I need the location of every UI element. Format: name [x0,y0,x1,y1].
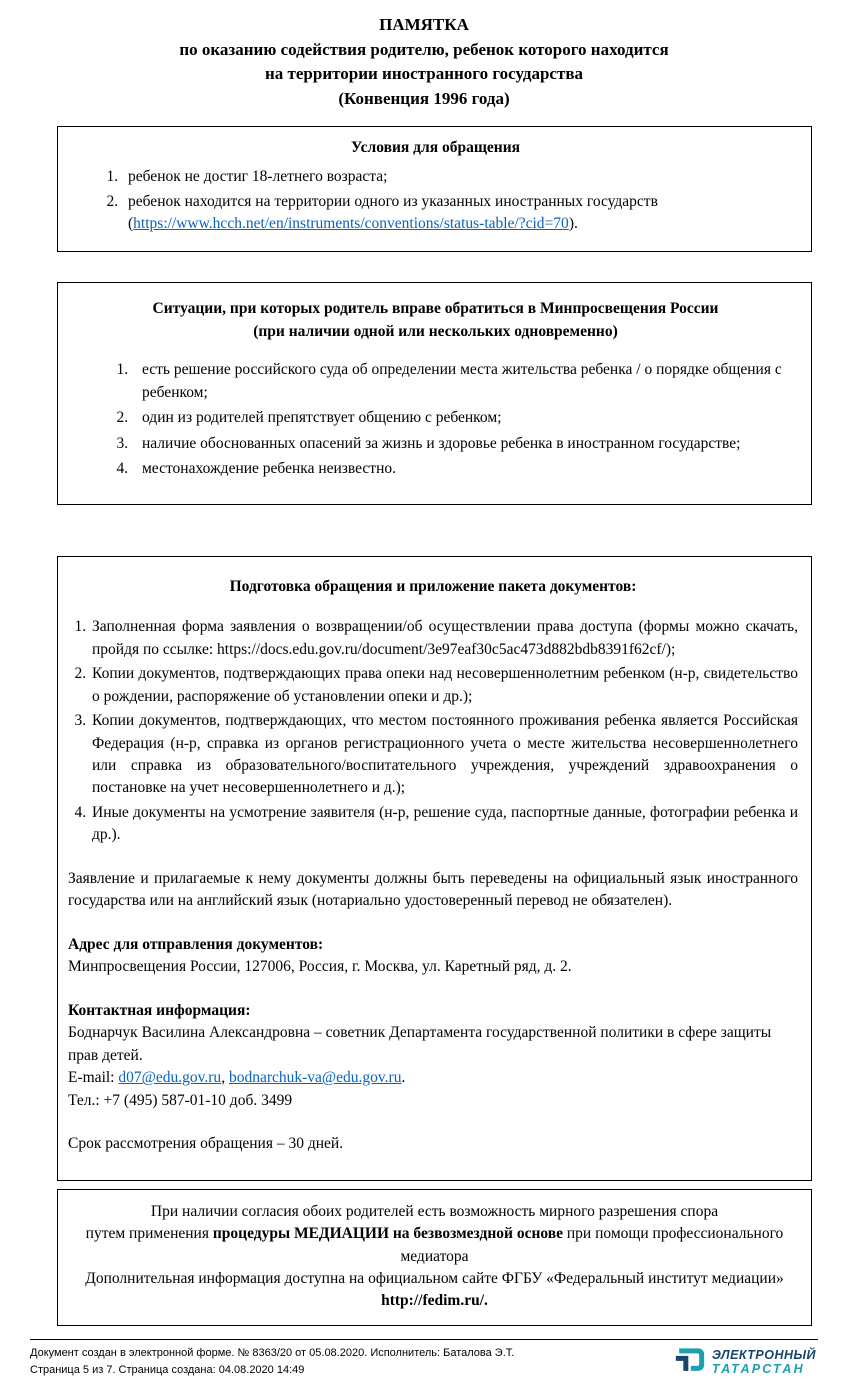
mediation-line-1: При наличии согласия обоих родителей есть возможность мирного разрешения спора [150,1202,719,1220]
situation-item: 3. наличие обоснованных опасений за жизнь и здоровье ребенка в иностранном государстве; [132,433,795,455]
title-line-2: по оказанию содействия родителю, ребенок которого находится [179,39,669,59]
mediation-box [57,1189,812,1326]
conditions-list [76,166,795,235]
email-line [68,1067,798,1089]
footer-line-1: Документ создан в электронной форме. № 8363/20 от 05.08.2020. Исполнитель: Баталова Э.Т. [30,1346,515,1359]
review-period: Срок рассмотрения обращения – 30 дней. [68,1135,344,1153]
situation-item: 2. один из родителей препятствует общению с ребенком; [132,407,795,429]
conditions-box [57,126,812,253]
document-item: 4. Иные документы на усмотрение заявителя (н-р, решение суда, паспортные данные, фотографии ребенка и др.). [90,802,798,847]
fedim-link[interactable]: http://fedim.ru/. [381,1292,488,1310]
document-item: 1. Заполненная форма заявления о возвращении/об осуществлении права доступа (формы можно скачать, пройдя по ссылке: https://docs.edu.gov.ru/document/3e97eaf30c5ac473d882bdb8391f62cf/); [90,616,798,661]
phone-line: Тел.: +7 (495) 587-01-10 доб. 3499 [68,1091,293,1109]
mediation-bold-text: процедуры МЕДИАЦИИ на безвозмездной основе [212,1225,564,1243]
mediation-line-3: Дополнительная информация доступна на официальном сайте ФГБУ «Федеральный институт медиации» [85,1269,784,1287]
address-heading: Адрес для отправления документов: [68,935,324,953]
condition-item-1: 1. ребенок не достиг 18-летнего возраста; [122,166,795,188]
conditions-heading: Условия для обращения [350,138,521,156]
condition-item-2 [122,191,795,236]
documents-heading: Подготовка обращения и приложение пакета документов: [229,577,637,595]
title-line-3: на территории иностранного государства [264,64,584,84]
email-separator: , [221,1069,229,1087]
situations-box [57,282,812,504]
title-line-1: ПАМЯТКА [379,15,469,34]
hcch-status-table-link[interactable]: https://www.hcch.net/en/instruments/conventions/status-table/?cid=70 [133,214,569,232]
footer-meta [30,1345,514,1379]
situations-list [76,359,795,480]
mediation-line-2-prefix: путем применения [85,1225,213,1243]
documents-list [68,616,798,847]
mediation-line-2-suffix: при помощи профессионального медиатора [400,1225,784,1265]
logo-text-line-1: ЭЛЕКТРОННЫЙ [711,1348,816,1363]
situations-heading-line-1: Ситуации, при которых родитель вправе обратиться в Минпросвещения России [152,300,719,318]
mediation-line-2 [82,1223,787,1268]
tatarstan-logo [675,1347,818,1379]
title-line-4: (Конвенция 1996 года) [338,88,510,108]
logo-text [712,1349,816,1377]
logo-text-line-2: ТАТАРСТАН [711,1361,805,1376]
address-line: Минпросвещения России, 127006, Россия, г. Москва, ул. Каретный ряд, д. 2. [68,958,572,976]
footer [30,1339,818,1379]
document-item: 3. Копии документов, подтверждающих, что местом постоянного проживания ребенка является Российская Федерация (н-р, справка из органов регистрационного учета о месте жительства несовершеннолетнего или справка из образовательного/воспитательного учреждения, учреждений здравоохранения о постановке на учет несовершеннолетнего и д.); [90,710,798,800]
email-period: . [401,1069,406,1087]
contact-person: Боднарчук Василина Александровна – советник Департамента государственной политики в сфере защиты прав детей. [68,1024,772,1064]
footer-line-2: Страница 5 из 7. Страница создана: 04.08.2020 14:49 [30,1363,305,1376]
situation-item: 1. есть решение российского суда об определении места жительства ребенка / о порядке общения с ребенком; [132,359,795,404]
translation-note: Заявление и прилагаемые к нему документы должны быть переведены на официальный язык иностранного государства или на английский язык (нотариально удостоверенный перевод не обязателен). [68,869,798,910]
situations-heading-line-2: (при наличии одной или нескольких одновременно) [253,322,618,340]
documents-box [57,556,812,1181]
doc-title-block [0,13,848,112]
tatarstan-logo-icon [675,1347,705,1379]
situations-heading [76,298,795,343]
condition-item-2-text: ребенок находится на территории одного из указанных иностранных государств ( [128,192,658,232]
email-label: E-mail: [68,1069,119,1087]
situation-item: 4. местонахождение ребенка неизвестно. [132,458,795,480]
contact-heading: Контактная информация: [68,1001,251,1019]
document-item: 2. Копии документов, подтверждающих права опеки над несовершеннолетним ребенком (н-р, свидетельство о рождении, распоряжение об установлении опеки и др.); [90,663,798,708]
email-link-2[interactable]: bodnarchuk-va@edu.gov.ru [228,1069,402,1087]
condition-item-2-suffix: ). [568,214,578,232]
email-link-1[interactable]: d07@edu.gov.ru [118,1069,222,1087]
